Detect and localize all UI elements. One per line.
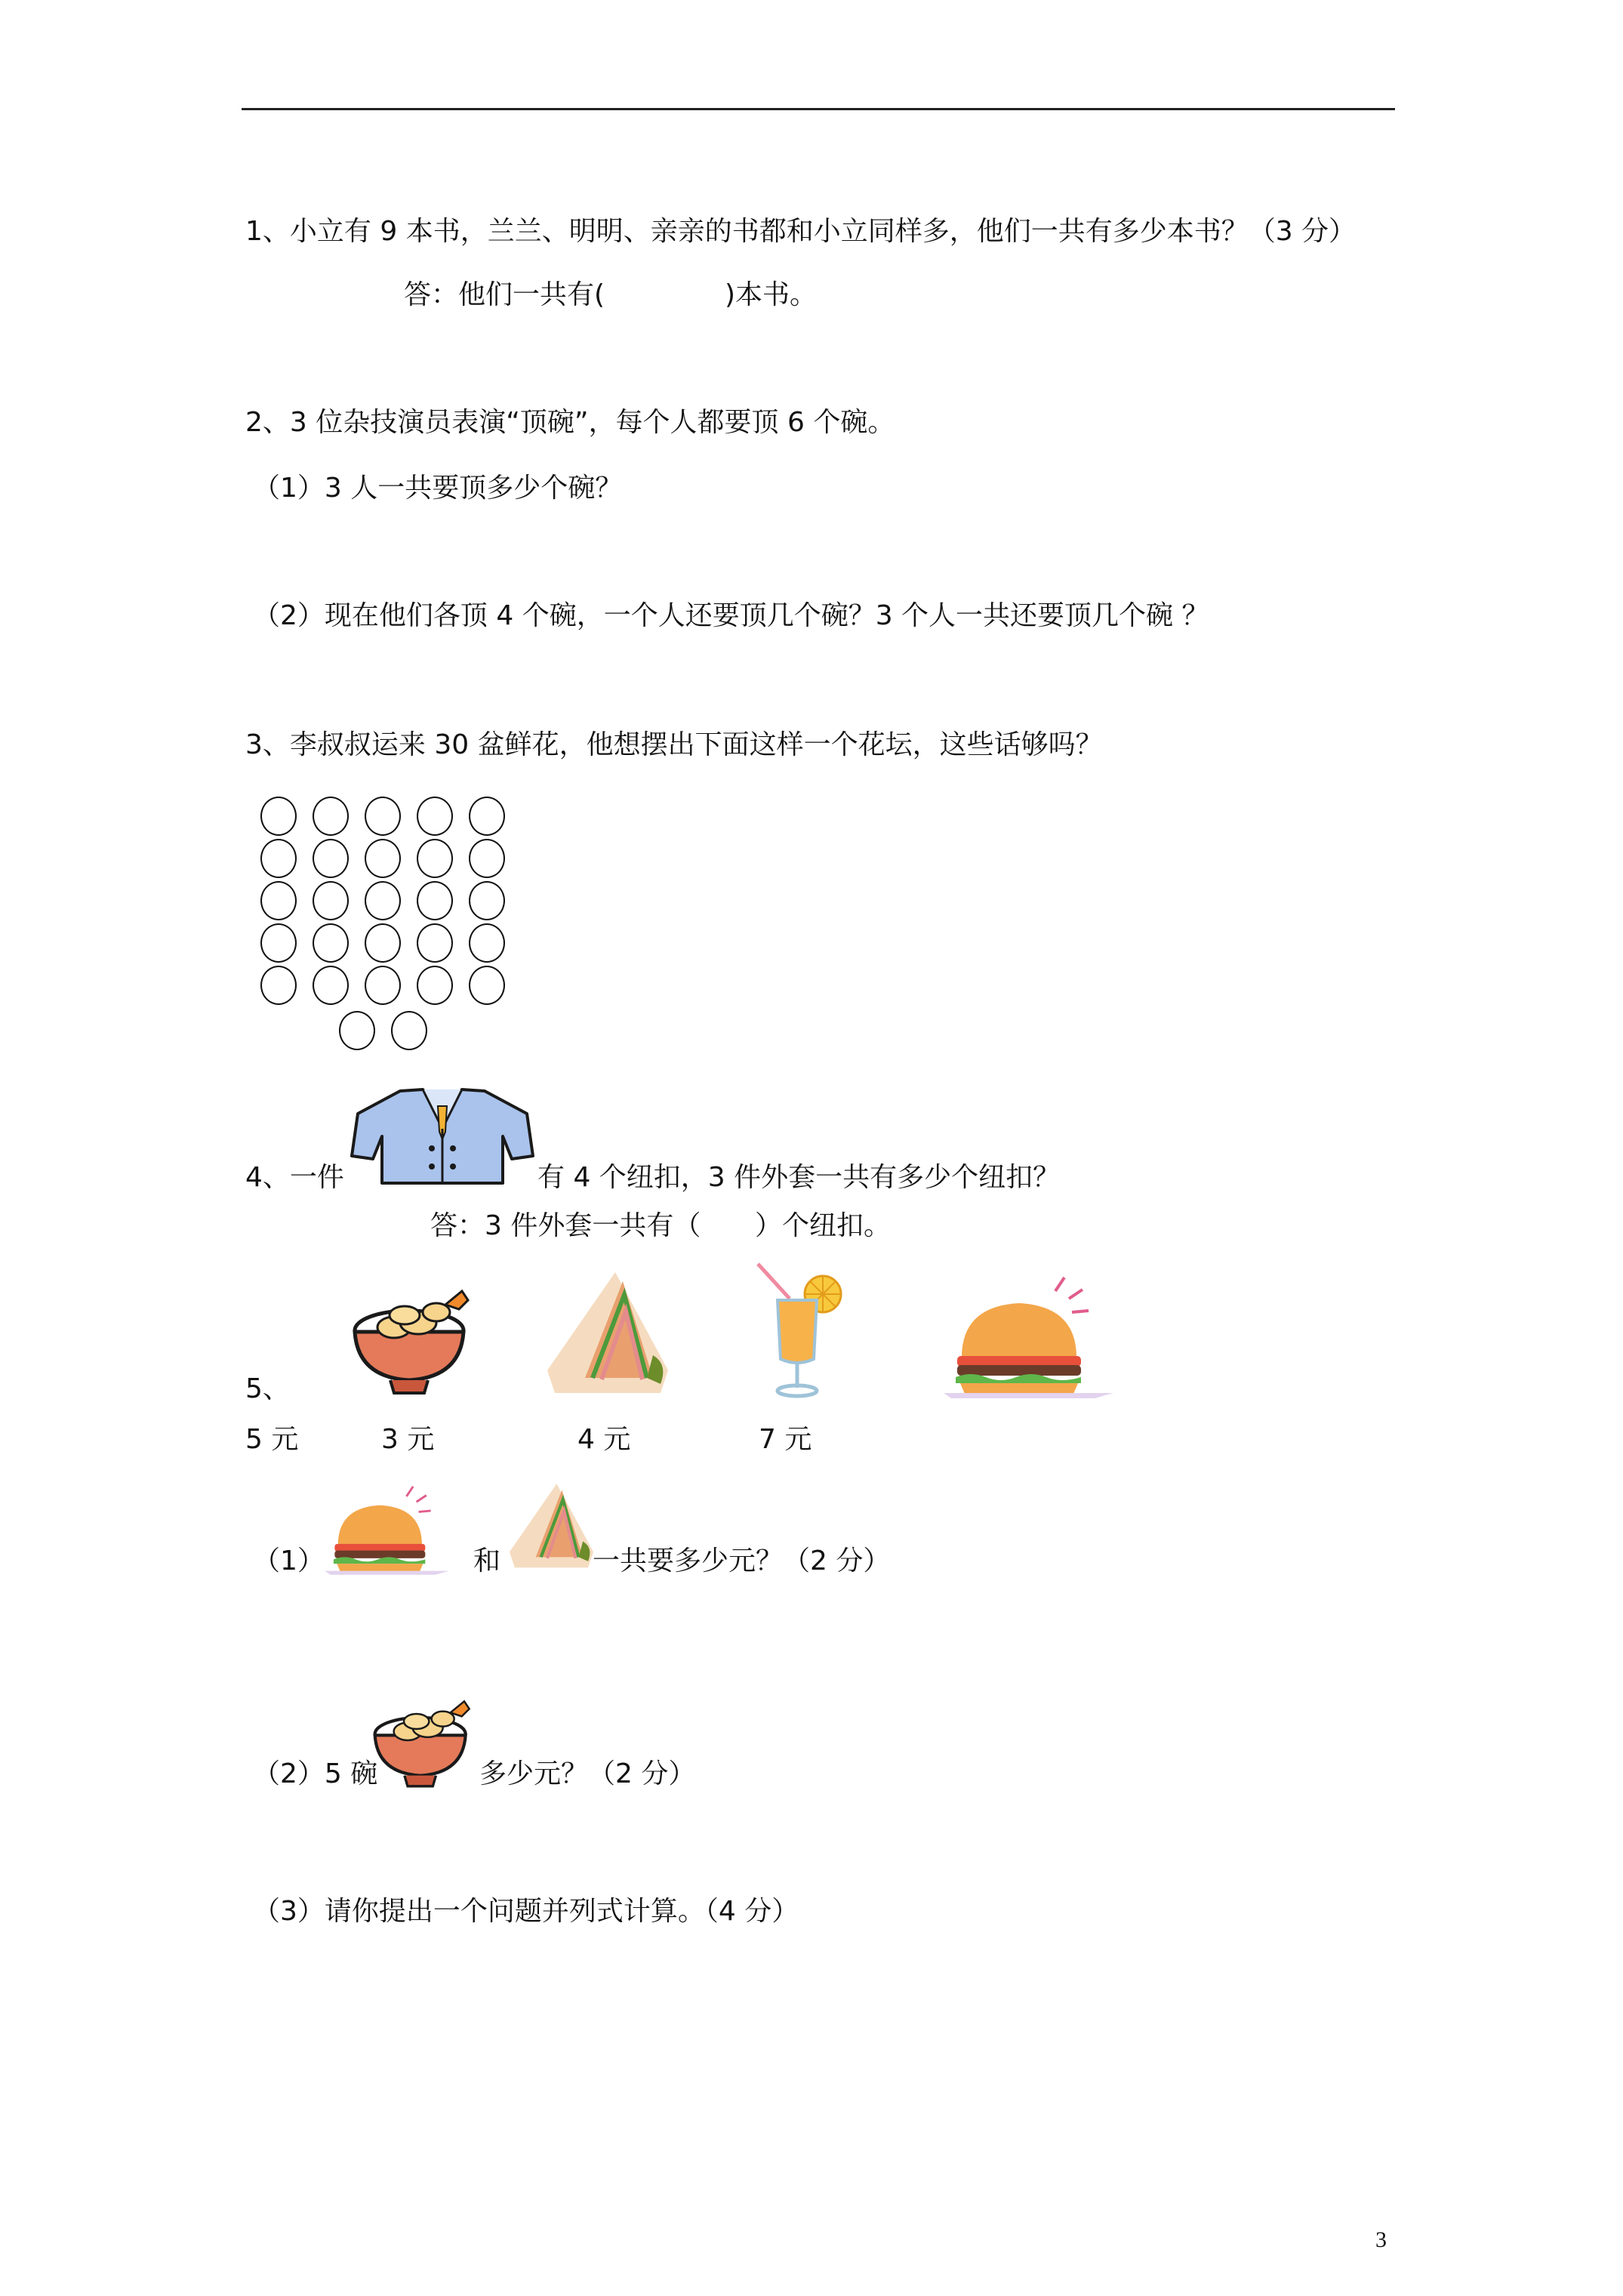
q1-question: 1、小立有 9 本书，兰兰、明明、亲亲的书都和小立同样多，他们一共有多少本书？（3 分） (245, 216, 1357, 247)
q5-price-burger: 7 元 (759, 1424, 812, 1455)
flower-pot-circle (417, 923, 453, 963)
burger-icon (325, 1480, 449, 1576)
flower-pot-circle (469, 923, 505, 963)
flower-pot-circle (313, 923, 349, 963)
flower-pot-circle (313, 797, 349, 836)
flower-pot-circle (260, 797, 297, 836)
q5-sub1-mid: 和 (473, 1546, 501, 1576)
sandwich-icon (540, 1265, 668, 1397)
header-rule (242, 108, 1395, 110)
q5-sub2-prefix: （2）5 碗 (253, 1758, 378, 1789)
flower-pot-circle (391, 1011, 427, 1050)
flower-pot-circle (469, 881, 505, 920)
q1-answer-blank[interactable] (619, 304, 717, 305)
q1-answer-suffix: )本书。 (725, 279, 818, 310)
flower-pot-circle (260, 839, 297, 878)
q4-answer-prefix: 答：3 件外套一共有（ (430, 1210, 701, 1241)
q5-price-sandwich: 3 元 (381, 1424, 435, 1455)
flower-pot-circle (339, 1011, 375, 1050)
q5-price-juice: 4 元 (577, 1424, 631, 1455)
flower-pot-circle (313, 881, 349, 920)
flower-pot-circle (260, 881, 297, 920)
q5-sub1-suffix: 一共要多少元？（2 分） (593, 1546, 891, 1576)
flower-pot-circle (365, 797, 401, 836)
flower-pot-circle (469, 797, 505, 836)
flower-pot-circle (260, 966, 297, 1005)
page-number: 3 (1375, 2227, 1387, 2252)
flower-pot-circle (365, 923, 401, 963)
flower-pot-circle (417, 797, 453, 836)
flower-pot-circle (417, 881, 453, 920)
q2-sub1: （1）3 人一共要顶多少个碗？ (253, 473, 623, 504)
q5-sub3: （3）请你提出一个问题并列式计算。（4 分） (253, 1896, 799, 1927)
flower-pot-circle (365, 966, 401, 1005)
q2-question: 2、3 位杂技演员表演“顶碗”，每个人都要顶 6 个碗。 (245, 407, 895, 438)
q4-answer-suffix: ）个纽扣。 (755, 1210, 892, 1241)
q4-answer-blank[interactable] (717, 1238, 755, 1240)
flower-pot-circle (313, 966, 349, 1005)
flower-pot-circle (365, 839, 401, 878)
q5-label: 5、 (245, 1373, 290, 1404)
q1-answer-prefix: 答：他们一共有( (404, 279, 605, 310)
sandwich-icon (504, 1478, 593, 1570)
juice-icon (755, 1261, 849, 1401)
flower-pot-circle (469, 839, 505, 878)
flower-pot-circle (417, 839, 453, 878)
q5-sub2-suffix: 多少元？（2 分） (479, 1758, 696, 1789)
q4-suffix: 有 4 个纽扣，3 件外套一共有多少个纽扣？ (537, 1162, 1061, 1193)
flower-pot-circle (313, 839, 349, 878)
flower-pot-circle (260, 923, 297, 963)
flower-pot-circle (365, 881, 401, 920)
q2-sub2: （2）现在他们各顶 4 个碗，一个人还要顶几个碗？3 个人一共还要顶几个碗 ？ (253, 600, 1209, 631)
q4-prefix: 4、一件 (245, 1162, 344, 1193)
q5-price-noodle: 5 元 (245, 1424, 299, 1455)
flower-pot-circle (417, 966, 453, 1005)
q5-sub1-prefix: （1） (253, 1546, 325, 1576)
q3-question: 3、李叔叔运来 30 盆鲜花，他想摆出下面这样一个花坛，这些话够吗？ (245, 729, 1103, 760)
burger-icon (944, 1268, 1113, 1401)
noodle-bowl-icon (370, 1695, 483, 1789)
flower-pot-circle (469, 966, 505, 1005)
jacket-icon (347, 1083, 537, 1189)
noodle-bowl-icon (349, 1284, 485, 1397)
